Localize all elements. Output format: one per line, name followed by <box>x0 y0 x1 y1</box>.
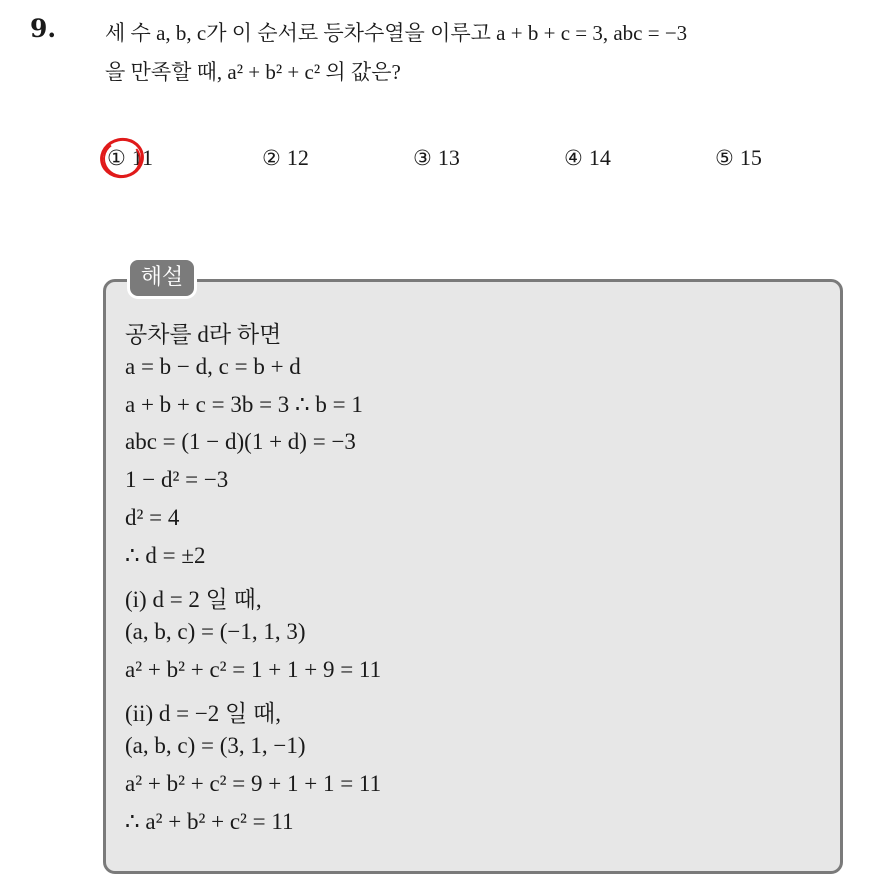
choice-value: 11 <box>131 145 154 170</box>
choice-value: 13 <box>437 145 460 170</box>
choice-3[interactable] <box>413 145 460 171</box>
question-text-line-2: 을 만족할 때, a² + b² + c² 의 값은? <box>105 60 401 84</box>
solution-line: 1 − d² = −3 <box>125 467 229 492</box>
choice-2[interactable] <box>262 145 309 171</box>
solution-line: (a, b, c) = (−1, 1, 3) <box>125 619 306 644</box>
solution-tab-label: 해설 <box>127 257 197 299</box>
solution-line: a + b + c = 3b = 3 ∴ b = 1 <box>125 392 363 417</box>
solution-line: 공차를 d라 하면 <box>125 322 282 347</box>
choice-number: ② <box>262 146 281 170</box>
solution-line: (ii) d = −2 일 때, <box>125 701 281 726</box>
question-number: 9. <box>30 14 57 43</box>
choice-number: ③ <box>413 146 432 170</box>
solution-line: (a, b, c) = (3, 1, −1) <box>125 733 306 758</box>
choice-value: 14 <box>588 145 611 170</box>
choice-number: ① <box>107 146 126 170</box>
question-text-line-1: 세 수 a, b, c가 이 순서로 등차수열을 이루고 a + b + c = 3, abc = −3 <box>105 21 688 45</box>
choice-5[interactable] <box>715 145 762 171</box>
solution-line: a² + b² + c² = 9 + 1 + 1 = 11 <box>125 771 382 796</box>
solution-line: ∴ a² + b² + c² = 11 <box>125 809 294 834</box>
choice-value: 12 <box>286 145 309 170</box>
choice-4[interactable] <box>564 145 611 171</box>
solution-line: abc = (1 − d)(1 + d) = −3 <box>125 429 356 454</box>
solution-line: (i) d = 2 일 때, <box>125 587 262 612</box>
solution-line: a = b − d, c = b + d <box>125 354 301 379</box>
choice-number: ④ <box>564 146 583 170</box>
choice-value: 15 <box>739 145 762 170</box>
solution-line: a² + b² + c² = 1 + 1 + 9 = 11 <box>125 657 382 682</box>
solution-line: ∴ d = ±2 <box>125 543 206 568</box>
solution-line: d² = 4 <box>125 505 180 530</box>
choice-number: ⑤ <box>715 146 734 170</box>
